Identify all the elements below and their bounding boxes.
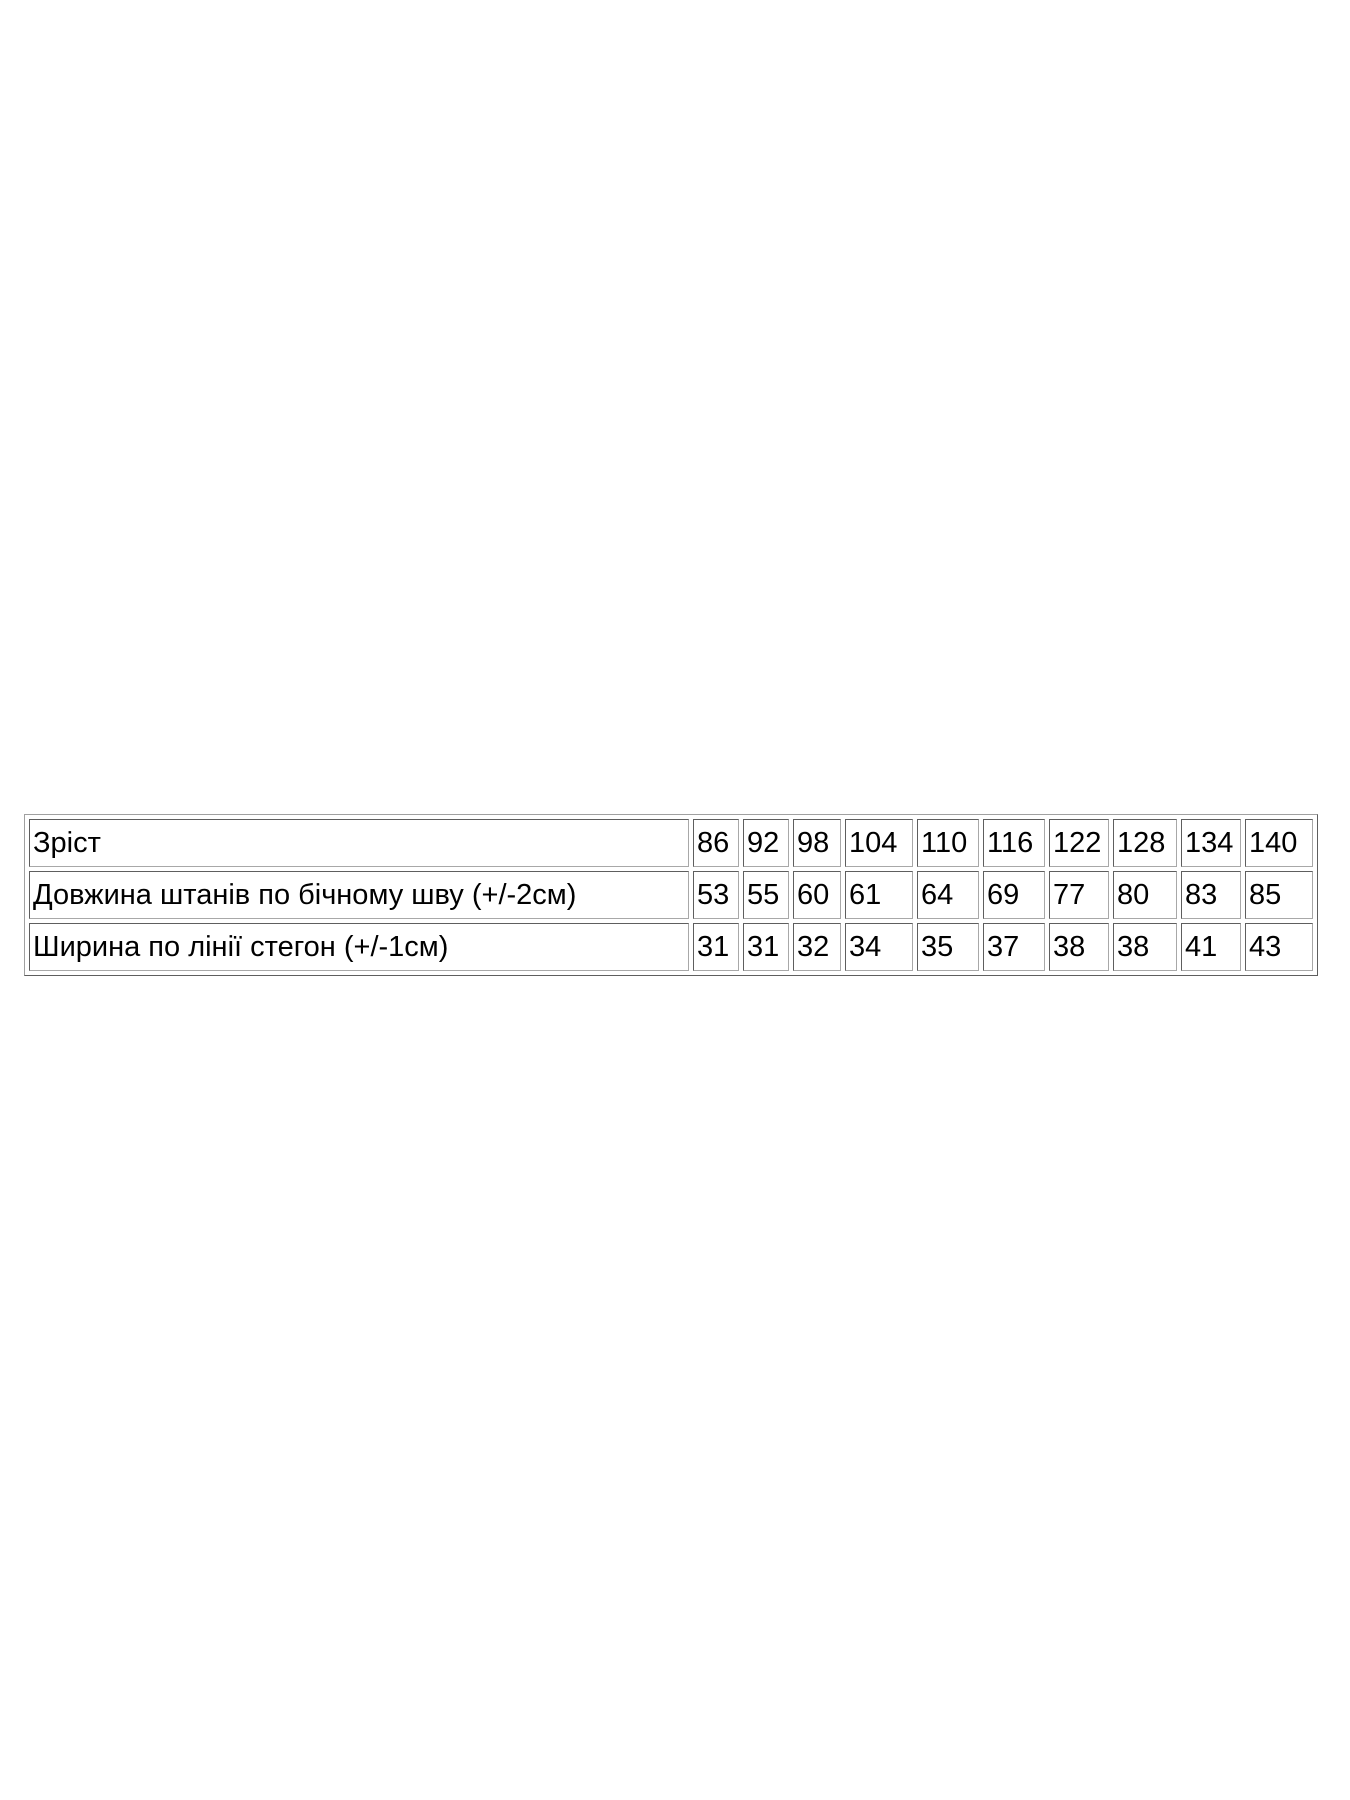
row-label: Зріст	[29, 819, 689, 867]
table-cell: 85	[1245, 871, 1313, 919]
table-cell: 140	[1245, 819, 1313, 867]
table-row-pant-length	[29, 871, 1313, 919]
table-row-height	[29, 819, 1313, 867]
table-cell: 104	[845, 819, 913, 867]
row-label: Ширина по лінії стегон (+/-1см)	[29, 923, 689, 971]
table-cell: 64	[917, 871, 979, 919]
table-cell: 98	[793, 819, 841, 867]
table-cell: 122	[1049, 819, 1109, 867]
table-cell: 116	[983, 819, 1045, 867]
table-cell: 31	[743, 923, 789, 971]
table-cell: 38	[1113, 923, 1177, 971]
table-cell: 86	[693, 819, 739, 867]
table-cell: 92	[743, 819, 789, 867]
table-cell: 32	[793, 923, 841, 971]
table-cell: 77	[1049, 871, 1109, 919]
table-cell: 69	[983, 871, 1045, 919]
table-cell: 110	[917, 819, 979, 867]
table-cell: 83	[1181, 871, 1241, 919]
table-cell: 37	[983, 923, 1045, 971]
table-cell: 53	[693, 871, 739, 919]
table-cell: 31	[693, 923, 739, 971]
table-cell: 128	[1113, 819, 1177, 867]
table-cell: 34	[845, 923, 913, 971]
table-cell: 134	[1181, 819, 1241, 867]
table-row-hip-width	[29, 923, 1313, 971]
table-cell: 41	[1181, 923, 1241, 971]
table-cell: 55	[743, 871, 789, 919]
table-cell: 60	[793, 871, 841, 919]
table-cell: 35	[917, 923, 979, 971]
table-cell: 80	[1113, 871, 1177, 919]
table-cell: 43	[1245, 923, 1313, 971]
table-cell: 38	[1049, 923, 1109, 971]
table-cell: 61	[845, 871, 913, 919]
size-table	[24, 814, 1318, 976]
row-label: Довжина штанів по бічному шву (+/-2см)	[29, 871, 689, 919]
size-chart-container	[24, 814, 1318, 976]
